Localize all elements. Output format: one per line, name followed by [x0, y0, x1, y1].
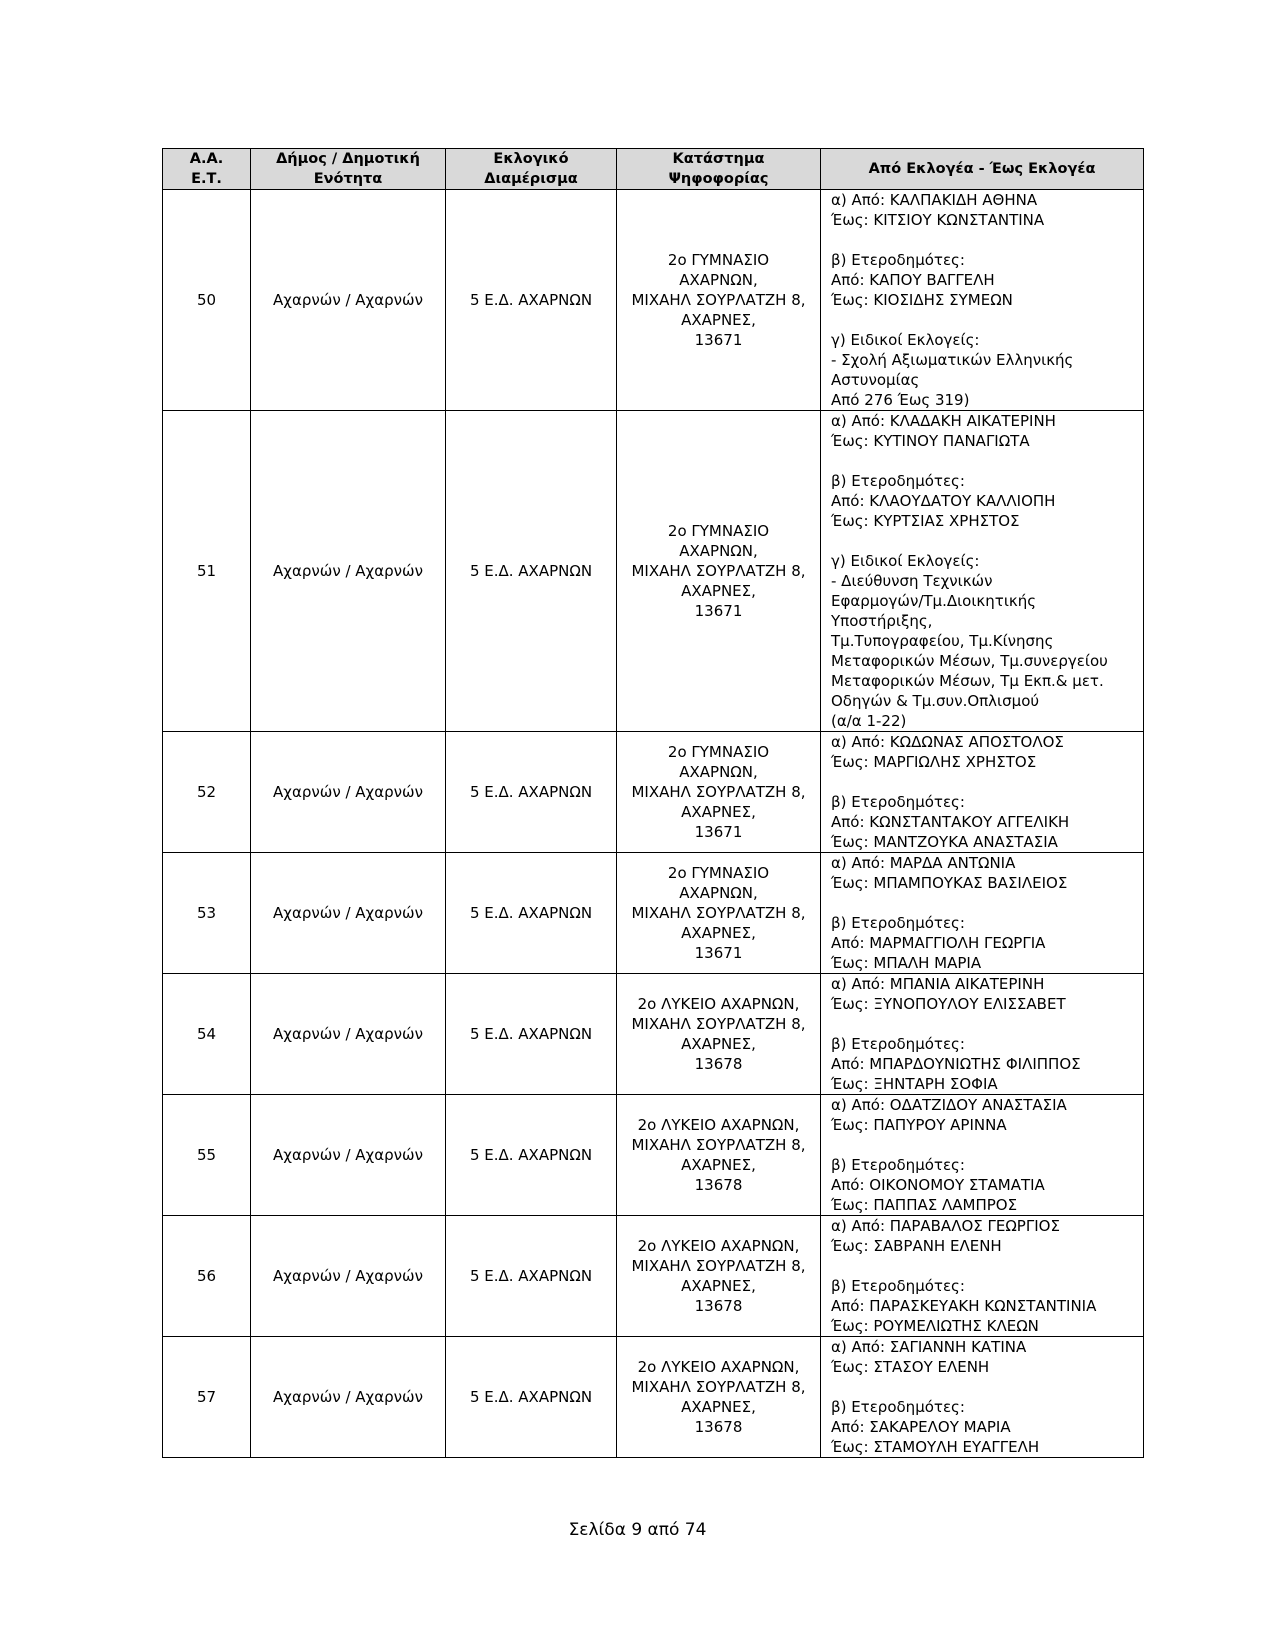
katastima-line: 2ο ΓΥΜΝΑΣΙΟ: [667, 522, 770, 540]
cell-aa: 55: [163, 1095, 251, 1216]
range-line: Έως: ΚΙΟΣΙΔΗΣ ΣΥΜΕΩΝ: [831, 291, 1013, 309]
table-row: [163, 411, 1144, 732]
table-row: [163, 1337, 1144, 1458]
cell-diamerisma: 5 Ε.Δ. ΑΧΑΡΝΩΝ: [446, 1337, 617, 1458]
cell-katastima: [617, 1095, 821, 1216]
cell-aa: 53: [163, 853, 251, 974]
range-line: Μεταφορικών Μέσων, Τμ Εκπ.& μετ.: [831, 672, 1104, 690]
range-line: Από: ΠΑΡΑΣΚΕΥΑΚΗ ΚΩΝΣΤΑΝΤΙΝΙΑ: [831, 1297, 1097, 1315]
cell-dimos: Αχαρνών / Αχαρνών: [251, 974, 446, 1095]
cell-katastima: [617, 732, 821, 853]
range-line: α) Από: ΟΔΑΤΖΙΔΟΥ ΑΝΑΣΤΑΣΙΑ: [831, 1096, 1067, 1114]
range-line: Μεταφορικών Μέσων, Τμ.συνεργείου: [831, 652, 1108, 670]
header-aa: [163, 149, 251, 190]
header-text-line: Κατάστημα: [672, 151, 765, 167]
range-line: γ) Ειδικοί Εκλογείς:: [831, 331, 980, 349]
header-text-line: Από Εκλογέα - Έως Εκλογέα: [868, 161, 1096, 177]
cell-dimos: Αχαρνών / Αχαρνών: [251, 190, 446, 411]
range-line: β) Ετεροδημότες:: [831, 472, 965, 490]
cell-dimos: Αχαρνών / Αχαρνών: [251, 732, 446, 853]
range-line: α) Από: ΠΑΡΑΒΑΛΟΣ ΓΕΩΡΓΙΟΣ: [831, 1217, 1060, 1235]
katastima-line: ΜΙΧΑΗΛ ΣΟΥΡΛΑΤΖΗ 8,: [631, 1136, 806, 1154]
range-line: α) Από: ΜΠΑΝΙΑ ΑΙΚΑΤΕΡΙΝΗ: [831, 975, 1045, 993]
range-line: Έως: ΠΑΠΥΡΟΥ ΑΡΙΝΝΑ: [831, 1116, 1007, 1134]
katastima-line: 13678: [694, 1055, 743, 1073]
cell-diamerisma: 5 Ε.Δ. ΑΧΑΡΝΩΝ: [446, 853, 617, 974]
range-line: Οδηγών & Τμ.συν.Οπλισμού: [831, 692, 1040, 710]
table-body: [163, 190, 1144, 1458]
page-number: Σελίδα 9 από 74: [568, 1520, 707, 1540]
range-line: Έως: ΜΠΑΜΠΟΥΚΑΣ ΒΑΣΙΛΕΙΟΣ: [831, 874, 1068, 892]
katastima-line: 13671: [694, 823, 743, 841]
cell-aa: 51: [163, 411, 251, 732]
katastima-line: ΑΧΑΡΝΩΝ,: [679, 542, 758, 560]
range-line: Έως: ΚΙΤΣΙΟΥ ΚΩΝΣΤΑΝΤΙΝΑ: [831, 211, 1045, 229]
range-line: [831, 531, 1137, 551]
range-line: Έως: ΣΤΑΜΟΥΛΗ ΕΥΑΓΓΕΛΗ: [831, 1438, 1040, 1456]
katastima-line: 2ο ΓΥΜΝΑΣΙΟ: [667, 864, 770, 882]
katastima-line: ΑΧΑΡΝΕΣ,: [681, 582, 756, 600]
range-line: α) Από: ΣΑΓΙΑΝΝΗ ΚΑΤΙΝΑ: [831, 1338, 1027, 1356]
range-line: Έως: ΞΗΝΤΑΡΗ ΣΟΦΙΑ: [831, 1075, 998, 1093]
range-line: Από: ΚΑΠΟΥ ΒΑΓΓΕΛΗ: [831, 271, 995, 289]
range-line: α) Από: ΚΛΑΔΑΚΗ ΑΙΚΑΤΕΡΙΝΗ: [831, 412, 1056, 430]
range-line: (α/α 1-22): [831, 712, 907, 730]
cell-katastima: [617, 1216, 821, 1337]
katastima-line: ΑΧΑΡΝΕΣ,: [681, 1035, 756, 1053]
cell-diamerisma: 5 Ε.Δ. ΑΧΑΡΝΩΝ: [446, 1216, 617, 1337]
header-katastima: [617, 149, 821, 190]
range-line: Έως: ΚΥΡΤΣΙΑΣ ΧΡΗΣΤΟΣ: [831, 512, 1020, 530]
range-line: - Διεύθυνση Τεχνικών: [831, 572, 993, 590]
header-text-line: Εκλογικό: [493, 151, 569, 167]
range-line: Έως: ΚΥΤΙΝΟΥ ΠΑΝΑΓΙΩΤΑ: [831, 432, 1030, 450]
range-line: Αστυνομίας: [831, 371, 920, 389]
header-text-line: Α.Α.: [189, 151, 224, 167]
katastima-line: ΑΧΑΡΝΕΣ,: [681, 924, 756, 942]
cell-ranges: [821, 1095, 1144, 1216]
cell-aa: 56: [163, 1216, 251, 1337]
cell-katastima: [617, 1337, 821, 1458]
cell-ranges: [821, 411, 1144, 732]
range-line: - Σχολή Αξιωματικών Ελληνικής: [831, 351, 1074, 369]
range-line: Έως: ΜΑΝΤΖΟΥΚΑ ΑΝΑΣΤΑΣΙΑ: [831, 833, 1058, 851]
range-line: Τμ.Τυπογραφείου, Τμ.Κίνησης: [831, 632, 1054, 650]
katastima-line: 2ο ΓΥΜΝΑΣΙΟ: [667, 743, 770, 761]
range-line: β) Ετεροδημότες:: [831, 1277, 965, 1295]
cell-katastima: [617, 853, 821, 974]
katastima-line: ΑΧΑΡΝΩΝ,: [679, 271, 758, 289]
katastima-line: ΜΙΧΑΗΛ ΣΟΥΡΛΑΤΖΗ 8,: [631, 1015, 806, 1033]
range-line: [831, 230, 1137, 250]
range-line: Από: ΜΑΡΜΑΓΓΙΟΛΗ ΓΕΩΡΓΙΑ: [831, 934, 1046, 952]
range-line: Από: ΜΠΑΡΔΟΥΝΙΩΤΗΣ ΦΙΛΙΠΠΟΣ: [831, 1055, 1081, 1073]
header-diamerisma: [446, 149, 617, 190]
cell-aa: 54: [163, 974, 251, 1095]
range-line: γ) Ειδικοί Εκλογείς:: [831, 552, 980, 570]
header-text-line: Δήμος / Δημοτική: [276, 151, 420, 167]
header-text-line: Ενότητα: [313, 171, 383, 187]
katastima-line: 2ο ΛΥΚΕΙΟ ΑΧΑΡΝΩΝ,: [637, 1116, 800, 1134]
range-line: [831, 772, 1137, 792]
cell-diamerisma: 5 Ε.Δ. ΑΧΑΡΝΩΝ: [446, 974, 617, 1095]
katastima-line: ΜΙΧΑΗΛ ΣΟΥΡΛΑΤΖΗ 8,: [631, 291, 806, 309]
cell-aa: 50: [163, 190, 251, 411]
table-row: [163, 1095, 1144, 1216]
range-line: Έως: ΡΟΥΜΕΛΙΩΤΗΣ ΚΛΕΩΝ: [831, 1317, 1039, 1335]
katastima-line: 13671: [694, 944, 743, 962]
katastima-line: ΜΙΧΑΗΛ ΣΟΥΡΛΑΤΖΗ 8,: [631, 1378, 806, 1396]
header-text-line: Ε.Τ.: [191, 171, 222, 187]
cell-dimos: Αχαρνών / Αχαρνών: [251, 1337, 446, 1458]
cell-diamerisma: 5 Ε.Δ. ΑΧΑΡΝΩΝ: [446, 190, 617, 411]
range-line: β) Ετεροδημότες:: [831, 251, 965, 269]
range-line: β) Ετεροδημότες:: [831, 1035, 965, 1053]
header-dimos: [251, 149, 446, 190]
katastima-line: 2ο ΛΥΚΕΙΟ ΑΧΑΡΝΩΝ,: [637, 1358, 800, 1376]
katastima-line: ΑΧΑΡΝΩΝ,: [679, 884, 758, 902]
range-line: α) Από: ΜΑΡΔΑ ΑΝΤΩΝΙΑ: [831, 854, 1016, 872]
katastima-line: 13678: [694, 1297, 743, 1315]
table-row: [163, 974, 1144, 1095]
cell-ranges: [821, 190, 1144, 411]
cell-katastima: [617, 411, 821, 732]
katastima-line: ΑΧΑΡΝΕΣ,: [681, 1156, 756, 1174]
katastima-line: ΜΙΧΑΗΛ ΣΟΥΡΛΑΤΖΗ 8,: [631, 783, 806, 801]
cell-katastima: [617, 974, 821, 1095]
range-line: [831, 1377, 1137, 1397]
katastima-line: ΑΧΑΡΝΕΣ,: [681, 1277, 756, 1295]
cell-ranges: [821, 1337, 1144, 1458]
range-line: [831, 893, 1137, 913]
range-line: β) Ετεροδημότες:: [831, 1398, 965, 1416]
cell-ranges: [821, 1216, 1144, 1337]
cell-dimos: Αχαρνών / Αχαρνών: [251, 1095, 446, 1216]
katastima-line: ΑΧΑΡΝΕΣ,: [681, 803, 756, 821]
cell-diamerisma: 5 Ε.Δ. ΑΧΑΡΝΩΝ: [446, 1095, 617, 1216]
katastima-line: ΜΙΧΑΗΛ ΣΟΥΡΛΑΤΖΗ 8,: [631, 904, 806, 922]
katastima-line: 2ο ΛΥΚΕΙΟ ΑΧΑΡΝΩΝ,: [637, 1237, 800, 1255]
range-line: α) Από: ΚΑΛΠΑΚΙΔΗ ΑΘΗΝΑ: [831, 191, 1038, 209]
katastima-line: ΑΧΑΡΝΩΝ,: [679, 763, 758, 781]
range-line: Έως: ΣΤΑΣΟΥ ΕΛΕΝΗ: [831, 1358, 990, 1376]
header-ranges: [821, 149, 1144, 190]
table-row: [163, 190, 1144, 411]
range-line: α) Από: ΚΩΔΩΝΑΣ ΑΠΟΣΤΟΛΟΣ: [831, 733, 1064, 751]
katastima-line: ΜΙΧΑΗΛ ΣΟΥΡΛΑΤΖΗ 8,: [631, 1257, 806, 1275]
range-line: β) Ετεροδημότες:: [831, 914, 965, 932]
range-line: Από 276 Έως 319): [831, 391, 970, 409]
katastima-line: ΑΧΑΡΝΕΣ,: [681, 311, 756, 329]
range-line: [831, 451, 1137, 471]
polling-stations-table: [162, 148, 1144, 1458]
cell-katastima: [617, 190, 821, 411]
katastima-line: ΑΧΑΡΝΕΣ,: [681, 1398, 756, 1416]
range-line: [831, 1135, 1137, 1155]
table-header-row: [163, 149, 1144, 190]
range-line: Από: ΣΑΚΑΡΕΛΟΥ ΜΑΡΙΑ: [831, 1418, 1011, 1436]
cell-dimos: Αχαρνών / Αχαρνών: [251, 853, 446, 974]
header-text-line: Διαμέρισμα: [484, 171, 578, 187]
katastima-line: 13678: [694, 1418, 743, 1436]
range-line: Έως: ΞΥΝΟΠΟΥΛΟΥ ΕΛΙΣΣΑΒΕΤ: [831, 995, 1066, 1013]
katastima-line: 2ο ΛΥΚΕΙΟ ΑΧΑΡΝΩΝ,: [637, 995, 800, 1013]
cell-dimos: Αχαρνών / Αχαρνών: [251, 1216, 446, 1337]
range-line: Από: ΚΛΑΟΥΔΑΤΟΥ ΚΑΛΛΙΟΠΗ: [831, 492, 1056, 510]
range-line: Έως: ΣΑΒΡΑΝΗ ΕΛΕΝΗ: [831, 1237, 1002, 1255]
cell-ranges: [821, 732, 1144, 853]
range-line: [831, 1256, 1137, 1276]
range-line: [831, 1014, 1137, 1034]
cell-diamerisma: 5 Ε.Δ. ΑΧΑΡΝΩΝ: [446, 411, 617, 732]
range-line: β) Ετεροδημότες:: [831, 793, 965, 811]
cell-diamerisma: 5 Ε.Δ. ΑΧΑΡΝΩΝ: [446, 732, 617, 853]
table-row: [163, 853, 1144, 974]
table-row: [163, 732, 1144, 853]
katastima-line: 13678: [694, 1176, 743, 1194]
table-row: [163, 1216, 1144, 1337]
range-line: Έως: ΠΑΠΠΑΣ ΛΑΜΠΡΟΣ: [831, 1196, 1018, 1214]
range-line: Εφαρμογών/Τμ.Διοικητικής Υποστήριξης,: [831, 592, 1037, 630]
cell-dimos: Αχαρνών / Αχαρνών: [251, 411, 446, 732]
katastima-line: 2ο ΓΥΜΝΑΣΙΟ: [667, 251, 770, 269]
range-line: Έως: ΜΑΡΓΙΩΛΗΣ ΧΡΗΣΤΟΣ: [831, 753, 1037, 771]
header-text-line: Ψηφοφορίας: [668, 171, 769, 187]
range-line: Από: ΟΙΚΟΝΟΜΟΥ ΣΤΑΜΑΤΙΑ: [831, 1176, 1045, 1194]
cell-ranges: [821, 853, 1144, 974]
range-line: Από: ΚΩΝΣΤΑΝΤΑΚΟΥ ΑΓΓΕΛΙΚΗ: [831, 813, 1070, 831]
cell-aa: 52: [163, 732, 251, 853]
range-line: Έως: ΜΠΑΛΗ ΜΑΡΙΑ: [831, 954, 982, 972]
range-line: [831, 310, 1137, 330]
katastima-line: ΜΙΧΑΗΛ ΣΟΥΡΛΑΤΖΗ 8,: [631, 562, 806, 580]
cell-ranges: [821, 974, 1144, 1095]
range-line: β) Ετεροδημότες:: [831, 1156, 965, 1174]
katastima-line: 13671: [694, 602, 743, 620]
katastima-line: 13671: [694, 331, 743, 349]
cell-aa: 57: [163, 1337, 251, 1458]
